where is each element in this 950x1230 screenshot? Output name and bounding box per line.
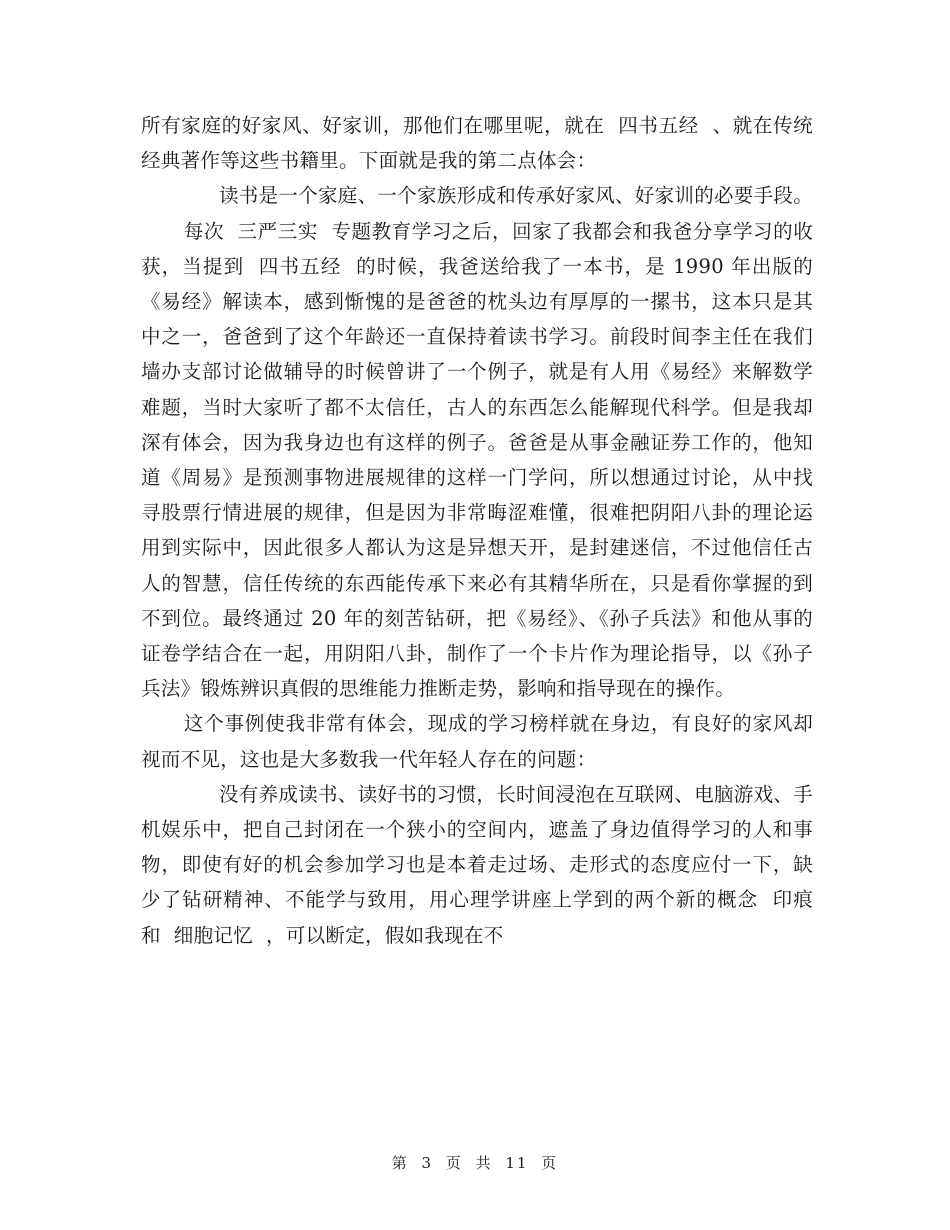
page-number-footer: 第 3 页 共 11 页: [391, 1154, 559, 1172]
paragraph-1: 所有家庭的好家风、好家训，那他们在哪里呢，就在 四书五经 、就在传统经典著作等这些书籍里。下面就是我的第二点体会：: [141, 114, 813, 173]
paragraph-3: 每次 三严三实 专题教育学习之后，回家了我都会和我爸分享学习的收获，当提到 四书五经 的时候，我爸送给我了一本书，是 1990 年出版的《易经》解读本，感到惭愧的是爸爸的枕头边有厚厚的一摞书，这本只是其中之一，爸爸到了这个年龄还一直保持着读书学习。前段时间李主任在我们墙办支部讨论做辅导的时候曾讲了一个例子，就是有人用《易经》来解数学难题，当时大家听了都不太信任，古人的东西怎么能解现代科学。但是我却深有体会，因为我身边也有这样的例子。爸爸是从事金融证券工作的，他知道《周易》是预测事物进展规律的这样一门学问，所以想通过讨论，从中找寻股票行情进展的规律，但是因为非常晦涩难懂，很难把阴阳八卦的理论运用到实际中，因此很多人都认为这是异想天开，是封建迷信，不过他信任古人的智慧，信任传统的东西能传承下来必有其精华所在，只是看你掌握的到不到位。最终通过 20 年的刻苦钻研，把《易经》、《孙子兵法》和他从事的证卷学结合在一起，用阴阳八卦，制作了一个卡片作为理论指导，以《孙子兵法》锻炼辨识真假的思维能力推断走势，影响和指导现在的操作。: [141, 219, 813, 701]
paragraph-5: 没有养成读书、读好书的习惯，长时间浸泡在互联网、电脑游戏、手机娱乐中，把自己封闭在一个狭小的空间内，遮盖了身边值得学习的人和事物，即使有好的机会参加学习也是本着走过场、走形式的态度应付一下，缺少了钻研精神、不能学与致用，用心理学讲座上学到的两个新的概念 印痕 和 细胞记忆 ，可以断定，假如我现在不: [141, 782, 826, 947]
paragraph-2: 读书是一个家庭、一个家族形成和传承好家风、好家训的必要手段。: [219, 184, 814, 208]
document-body: [141, 108, 826, 953]
paragraph-4: 这个事例使我非常有体会，现成的学习榜样就在身边，有良好的家风却视而不见，这也是大多数我一代年轻人存在的问题：: [141, 712, 813, 771]
